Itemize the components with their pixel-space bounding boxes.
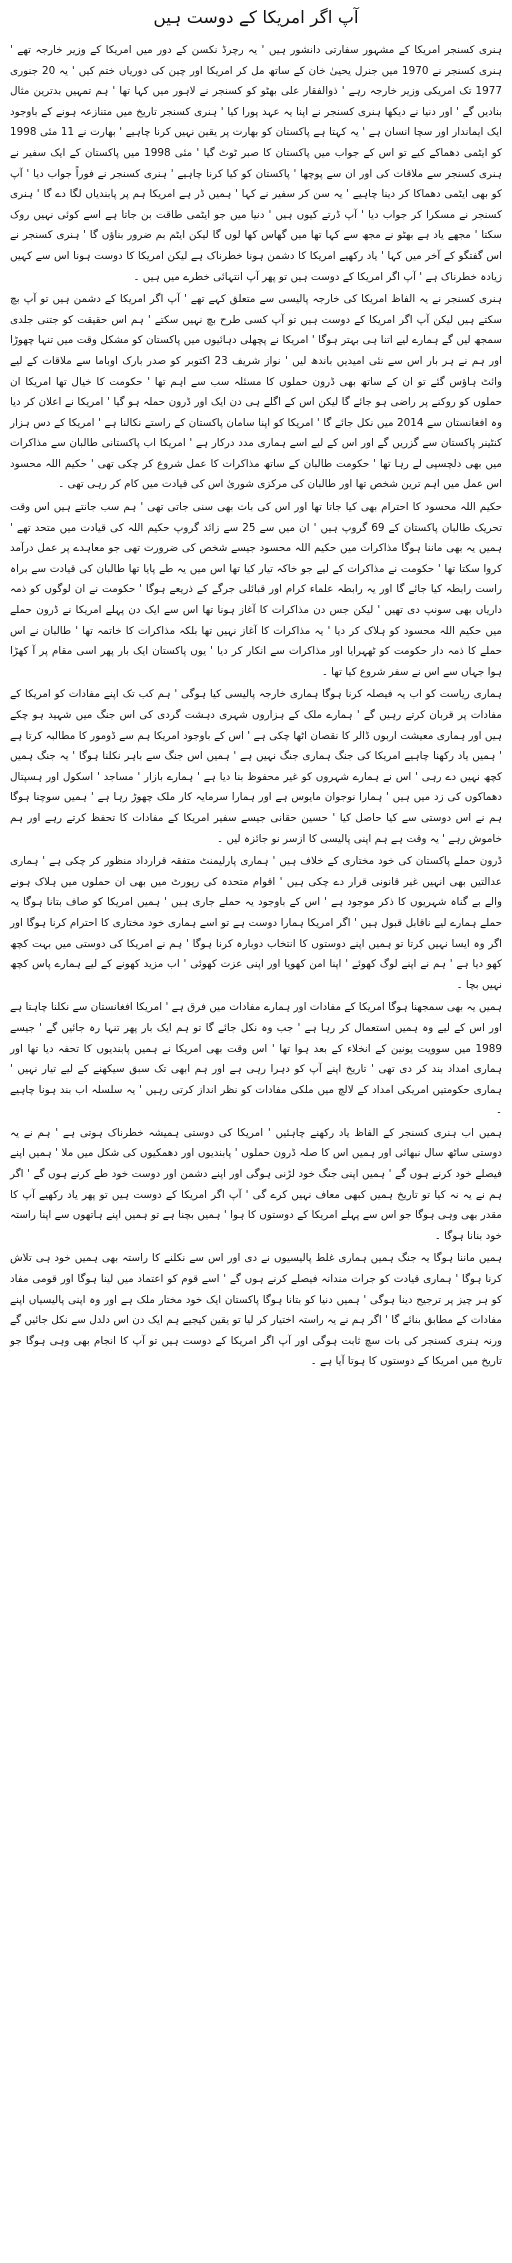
article-paragraph: ہمیں ماننا ہوگا یہ جنگ ہمیں ہماری غلط پالیسیوں نے دی اور اس سے نکلنے کا راستہ بھی ہمیں خود ہی تلاش کرنا ہوگا ' ہماری قیادت کو جرات مندانہ فیصلے کرنے ہوں گے ' اسے قوم کو اعتماد میں لینا ہوگا اور قومی مفاد کو ہر چیز پر ترجیح دینا ہوگی ' ہمیں دنیا کو بتانا ہوگا پاکستان ایک خود مختار ملک ہے اور وہ اپنی پالیسیاں اپنے مفادات کے مطابق بنائے گا ' اگر ہم نے یہ راستہ اختیار کر لیا تو یقین کیجیے ہم ایک دن اس دلدل سے نکل جائیں گے ورنہ ہنری کسنجر کی بات سچ ثابت ہوگی اور آپ اگر امریکا کے دوست ہیں تو آپ کا انجام بھی وہی ہوگا جو تاریخ میں امریکا کے دوستوں کا ہوتا آیا ہے ۔ <box>10 1252 502 1368</box>
article-paragraph: ڈرون حملے پاکستان کی خود مختاری کے خلاف ہیں ' ہماری پارلیمنٹ متفقہ قرارداد منظور کر چکی ہے ' ہماری عدالتیں بھی انہیں غیر قانونی قرار دے چکی ہیں ' اقوام متحدہ کی رپورٹ میں بھی ان حملوں میں ہلاک ہونے والے بے گناہ شہریوں کا ذکر موجود ہے ' اس کے باوجود یہ حملے جاری ہیں ' ہمیں امریکا کو صاف بتانا ہوگا یہ حملے ہمارے لیے ناقابل قبول ہیں ' اگر امریکا ہمارا دوست ہے تو اسے ہماری خود مختاری کا احترام کرنا ہوگا اور اگر وہ ایسا نہیں کرتا تو ہمیں اپنے دوستوں کا انتخاب دوبارہ کرنا ہوگا ' ہم نے امریکا کی دوستی میں بہت کچھ کھو دیا ہے ' ہم نے اپنے لوگ کھوئے ' اپنا امن کھویا اور اپنی عزت کھوئی ' اب مزید کھونے کے لیے ہمارے پاس کچھ نہیں بچا ۔ <box>10 855 502 991</box>
article-paragraph: ہمیں یہ بھی سمجھنا ہوگا امریکا کے مفادات اور ہمارے مفادات میں فرق ہے ' امریکا افغانستان سے نکلنا چاہتا ہے اور اس کے لیے وہ ہمیں استعمال کر رہا ہے ' جب وہ نکل جائے گا تو ہم ایک بار پھر تنہا رہ جائیں گے ' جیسے 1989 میں سوویت یونین کے انخلاء کے بعد ہوا تھا ' اس وقت بھی امریکا نے ہمیں پابندیوں کا تحفہ دیا تھا اور ہماری امداد بند کر دی تھی ' تاریخ اپنے آپ کو دہرا رہی ہے اور ہم ابھی تک سبق سیکھنے کے لیے تیار نہیں ' ہماری حکومتیں امریکی امداد کے لالچ میں ملکی مفادات کو نظر انداز کرتی رہیں ' یہ سلسلہ اب بند ہونا چاہیے ۔ <box>10 1001 502 1117</box>
article-paragraph: ہماری ریاست کو اب یہ فیصلہ کرنا ہوگا ہماری خارجہ پالیسی کیا ہوگی ' ہم کب تک اپنے مفادات کو امریکا کے مفادات پر قربان کرتے رہیں گے ' ہمارے ملک کے ہزاروں شہری دہشت گردی کی اس جنگ میں شہید ہو چکے ہیں اور ہماری معیشت اربوں ڈالر کا نقصان اٹھا چکی ہے ' اس کے باوجود امریکا ہم سے ڈومور کا مطالبہ کرتا ہے ' ہمیں یاد رکھنا چاہیے امریکا کی جنگ ہماری جنگ نہیں ہے ' ہمیں اس جنگ سے باہر نکلنا ہوگا ' یہ جنگ ہمیں کچھ نہیں دے رہی ' اس نے ہمارے شہروں کو غیر محفوظ بنا دیا ہے ' ہمارے بازار ' مساجد ' اسکول اور ہسپتال دھماکوں کی زد میں ہیں ' ہمارا نوجوان مایوس ہے اور ہمارا سرمایہ کار ملک چھوڑ رہا ہے ' ہمیں سوچنا ہوگا ہم نے اس دوستی سے کیا حاصل کیا ' حسین حقانی جیسے سفیر امریکا کے مفادات کا تحفظ کرتے رہے اور ہم خاموش رہے ' یہ وقت ہے ہم اپنی پالیسی کا ازسر نو جائزہ لیں ۔ <box>10 688 502 845</box>
article-body <box>10 40 502 1372</box>
article-paragraph: ہمیں اب ہنری کسنجر کے الفاظ یاد رکھنے چاہئیں ' امریکا کی دوستی ہمیشہ خطرناک ہوتی ہے ' ہم نے یہ دوستی ساٹھ سال نبھائی اور ہمیں اس کا صلہ ڈرون حملوں ' پابندیوں اور دھمکیوں کی شکل میں ملا ' ہمیں اپنے فیصلے خود کرنے ہوں گے ' ہمیں اپنی جنگ خود لڑنی ہوگی اور اپنے دشمن اور دوست خود طے کرنے ہوں گے ' اگر ہم نے یہ نہ کیا تو تاریخ ہمیں کبھی معاف نہیں کرے گی ' آپ اگر امریکا کے دوست ہیں تو پھر یاد رکھیے آپ کا مقدر بھی وہی ہوگا جو اس سے پہلے امریکا کے دوستوں کا ہوا ' ہمیں بچنا ہے تو ہمیں اپنے ہاتھوں سے اپنا راستہ خود بنانا ہوگا ۔ <box>10 1126 502 1242</box>
article-paragraph: ہنری کسنجر امریکا کے مشہور سفارتی دانشور ہیں ' یہ رچرڈ نکسن کے دور میں امریکا کے وزیر خارجہ تھے ' ہنری کسنجر نے 1970 میں جنرل یحییٰ خان کے ساتھ مل کر امریکا اور چین کی دوریاں ختم کیں ' یہ 20 جنوری 1977 تک امریکی وزیر خارجہ رہے ' ذوالفقار علی بھٹو کو کسنجر نے لاہور میں کہا تھا ' ہم تمہیں بدترین مثال بنادیں گے ' اور دنیا نے دیکھا ہنری کسنجر نے اپنا یہ عہد پورا کیا ' ہنری کسنجر تاریخ میں متنازعہ ہونے کے باوجود ایک ایماندار اور سچا انسان ہے ' یہ کہتا ہے پاکستان کو بھارت پر یقین نہیں کرنا چاہیے ' بھارت نے 11 مئی 1998 کو ایٹمی دھماکے کیے تو اس کے جواب میں پاکستان کا صبر ٹوٹ گیا ' مئی 1998 میں پاکستان کے ایک سفیر نے ہنری کسنجر سے ملاقات کی اور ان سے پوچھا ' پاکستان کو کیا کرنا چاہیے ' ہنری کسنجر نے فوراً جواب دیا ' آپ کو بھی ایٹمی دھماکا کر دینا چاہیے ' یہ سن کر سفیر نے کہا ' ہمیں ڈر ہے امریکا ہم پر پابندیاں لگا دے گا ' ہنری کسنجر نے مسکرا کر جواب دیا ' آپ ڈرتے کیوں ہیں ' دنیا میں جو ایٹمی طاقت بن جاتا ہے اسے کوئی نہیں روک سکتا ' مجھے یاد ہے بھٹو نے مجھ سے کہا تھا میں گھاس کھا لوں گا لیکن ایٹم بم ضرور بناؤں گا ' ہنری کسنجر نے اس گفتگو کے آخر میں کہا ' یاد رکھیے امریکا کا دشمن ہونا خطرناک ہے لیکن امریکا کا دوست ہونا اس سے کہیں زیادہ خطرناک ہے ' آپ اگر امریکا کے دوست ہیں تو پھر آپ انتہائی خطرے میں ہیں ۔ <box>10 44 503 283</box>
article-paragraph: حکیم اللہ محسود کا احترام بھی کیا جاتا تھا اور اس کی بات بھی سنی جاتی تھی ' ہم سب جانتے ہیں اس وقت تحریک طالبان پاکستان کے 69 گروپ ہیں ' ان میں سے 25 سے زائد گروپ حکیم اللہ کی قیادت میں متحد تھے ' ہمیں یہ بھی ماننا ہوگا مذاکرات میں حکیم اللہ محسود جیسے شخص کی ضرورت تھی جو معاہدے پر عمل درآمد کروا سکتا تھا ' حکومت نے مذاکرات کے لیے جو خاکہ تیار کیا تھا اس میں یہ طے پایا تھا طالبان کی قیادت سے براہ راست رابطہ کیا جائے گا اور یہ رابطہ علماء کرام اور قبائلی جرگے کے ذریعے ہوگا ' حکومت نے ان لوگوں کو ذمہ داریاں بھی سونپ دی تھیں ' لیکن جس دن مذاکرات کا آغاز ہونا تھا اس سے ایک دن پہلے امریکا نے ڈرون حملے میں حکیم اللہ محسود کو ہلاک کر دیا ' یہ مذاکرات کا آغاز نہیں تھا بلکہ مذاکرات کا خاتمہ تھا ' طالبان نے اس حملے کا ذمہ دار حکومت کو ٹھہرایا اور مذاکرات سے انکار کر دیا ' یوں پاکستان ایک بار پھر اسی مقام پر آ کھڑا ہوا جہاں سے اس نے سفر شروع کیا تھا ۔ <box>10 501 502 678</box>
article-paragraph: ہنری کسنجر نے یہ الفاظ امریکا کی خارجہ پالیسی سے متعلق کہے تھے ' آپ اگر امریکا کے دشمن ہیں تو آپ بچ سکتے ہیں لیکن آپ اگر امریکا کے دوست ہیں تو آپ کسی طرح بچ نہیں سکتے ' ہم اس حقیقت کو جتنی جلدی سمجھ لیں گے ہمارے لیے اتنا ہی بہتر ہوگا ' امریکا نے پچھلی دہائیوں میں پاکستان کو مشکل وقت میں تنہا چھوڑا اور ہم نے ہر بار اس سے نئی امیدیں باندھ لیں ' نواز شریف 23 اکتوبر کو صدر بارک اوباما سے ملاقات کے لیے وائٹ ہاؤس گئے تو ان کے ساتھ بھی ڈرون حملوں کا مسئلہ سب سے اہم تھا ' حکومت کا خیال تھا امریکا ان حملوں کو روکنے پر راضی ہو جائے گا لیکن اس کے اگلے ہی دن ایک اور ڈرون حملہ ہو گیا ' امریکا نے اعلان کر دیا وہ افغانستان سے 2014 میں نکل جائے گا ' امریکا کو اپنا سامان پاکستان کے راستے نکالنا ہے ' امریکا کے دس ہزار کنٹینر پاکستان سے گزریں گے اور اس کے لیے اسے ہماری مدد درکار ہے ' امریکا اب پاکستانی طالبان سے مذاکرات میں بھی دلچسپی لے رہا تھا ' حکومت طالبان کے ساتھ مذاکرات کا عمل شروع کر چکی تھی ' حکیم اللہ محسود اس عمل میں اہم ترین شخص تھا اور طالبان کی مرکزی شوریٰ اس کی قیادت میں کام کر رہی تھی ۔ <box>10 293 502 491</box>
article-headline: آپ اگر امریکا کے دوست ہیں <box>153 8 359 28</box>
